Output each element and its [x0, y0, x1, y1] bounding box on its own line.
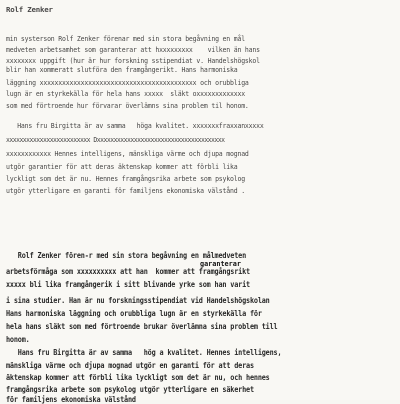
- bottom-line-10: äktenskap kommer att förbli lika lyckligt som det är nu, och hennes: [6, 373, 270, 382]
- bottom-line-7: honom.: [6, 335, 30, 344]
- top-line-2: medveten arbetsamhet som garanterar att hxxxxxxxxx vilken än hans: [6, 46, 260, 54]
- top-line-12: lyckligt som det är nu. Hennes framgångsrika arbete som psykolog: [6, 175, 245, 183]
- top-line-10: xxxxxxxxxxxx Hennes intelligens, mänskliga värme och djupa mognad: [6, 150, 249, 158]
- bottom-line-8: Hans fru Birgitta är av samma hög a kvalitet. Hennes intelligens,: [6, 348, 282, 357]
- top-line-13: utgör ytterligare en garanti för familjens ekonomiska välstånd .: [6, 187, 245, 195]
- top-line-8: Hans fru Birgitta är av samma höga kvalitet. xxxxxxxfraxxanxxxxx: [6, 122, 264, 130]
- bottom-line-1: Rolf Zenker fören-r med sin stora begåvning en målmedveten: [6, 251, 247, 260]
- top-line-1: min systerson Rolf Zenker förenar med sin stora begåvning en mål: [6, 35, 245, 43]
- top-line-6: lugn är en styrkekälla för hela hans xxxxx släkt oxxxxxxxxxxxxx: [6, 90, 245, 98]
- top-line-11: utgör garantier för att deras äktenskap kommer att förbli lika: [6, 163, 238, 171]
- bottom-line-4: i sina studier. Han är nu forskningsstipendiat vid Handelshögskolan: [6, 296, 270, 305]
- bottom-line-12: för familjens ekonomiska välstånd: [6, 395, 136, 404]
- top-line-7: som med förtroende hur förvarar överlämns sina problem til honom.: [6, 102, 249, 110]
- bottom-line-6: hela hans släkt som med förtroende brukar överlämna sina problem till: [6, 322, 278, 331]
- bottom-line-5: Hans harmoniska läggning och orubbliga lugn är en styrkekälla för: [6, 309, 262, 318]
- interlinear-insert: garanterar: [200, 260, 241, 268]
- bottom-line-3: xxxxx bli lika framgångerik i sitt blivande yrke som han varit: [6, 280, 250, 289]
- top-line-3: xxxxxxxx uppgift (hur är hur forskning sstipendiat v. Handelshögskol: [6, 57, 260, 65]
- top-line-9: xxxxxxxxxxxxxxxxxxxxxxxxx Dxxxxxxxxxxxxxxxxxxxxxxxxxxxxxxxxxxxxxx: [6, 136, 225, 144]
- bottom-line-11: framgångsrika arbete som psykolog utgör ytterligare en säkerhet: [6, 385, 254, 394]
- bottom-line-2: arbetsförmåga som xxxxxxxxxx att han kommer att framgångsrikt: [6, 267, 250, 276]
- top-line-5: läggning xxxxxxxxxxxxxxxxxxxxxxxxxxxxxxxxxxxxxxxxxx och orubbliga: [6, 79, 249, 87]
- top-line-4: blir han xommeratt slutföra den framgångerikt. Hans harmoniska: [6, 66, 238, 74]
- draft-heading: Rolf Zenker: [6, 5, 53, 14]
- bottom-line-9: mänskliga värme och djupa mognad utgör en garanti för att deras: [6, 361, 254, 370]
